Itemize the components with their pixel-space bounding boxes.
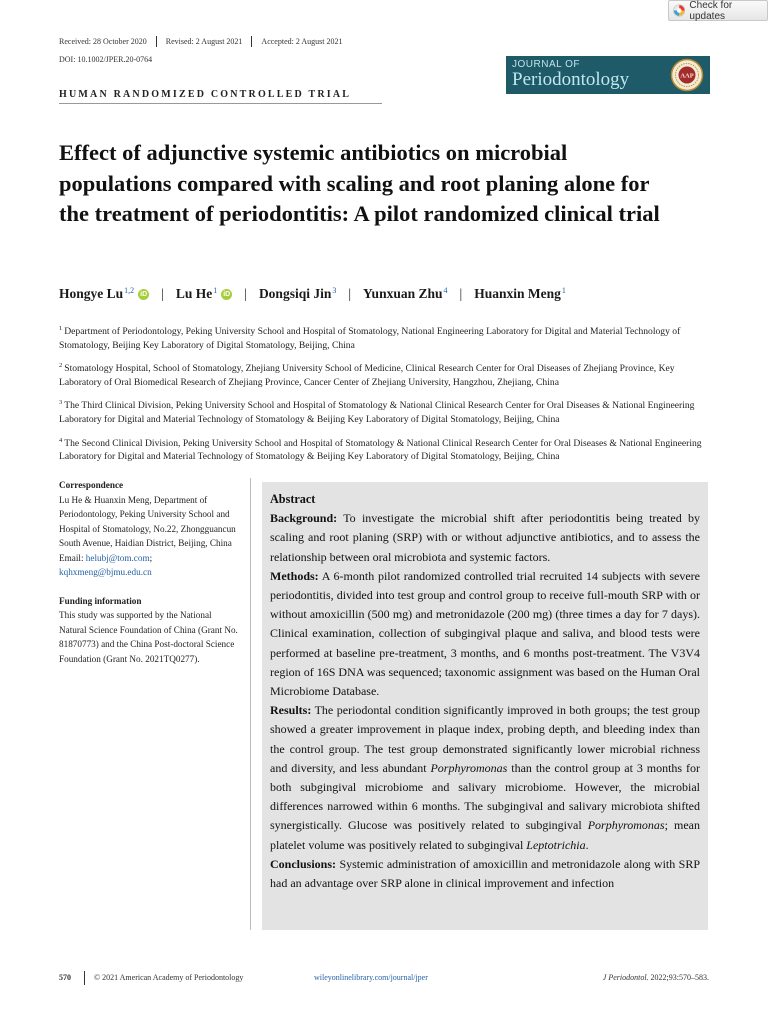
email-link-helubj[interactable]: helubj@tom.com bbox=[85, 552, 150, 563]
journal-of-label: JOURNAL OF bbox=[512, 59, 580, 70]
affiliation bbox=[59, 434, 709, 464]
author-name: Hongye Lu bbox=[59, 286, 124, 301]
citation-volume: 2022;93:570–583. bbox=[648, 973, 709, 982]
abstract-heading: Abstract bbox=[270, 492, 316, 506]
sidebar-info bbox=[59, 478, 239, 666]
affiliations bbox=[59, 322, 709, 471]
affiliation-text: Department of Periodontology, Peking University School and Hospital of Stomatology, National Engineering Laboratory for Digital and Material Technology of Stomatology, Beijing Key Laboratory of Digital Stomatology, Beijing, China bbox=[59, 326, 681, 351]
citation bbox=[603, 973, 709, 982]
page-number: 570 bbox=[59, 973, 71, 982]
author[interactable] bbox=[176, 286, 232, 302]
author-separator: | bbox=[459, 286, 463, 301]
footer-divider bbox=[84, 971, 85, 985]
genus-name: Porphyromonas bbox=[430, 760, 508, 775]
orcid-icon[interactable]: iD bbox=[223, 290, 231, 298]
column-divider bbox=[250, 478, 251, 930]
author-list bbox=[59, 286, 566, 302]
affiliation-number: 1 bbox=[59, 325, 63, 332]
abstract-conclusions bbox=[270, 855, 700, 893]
citation-journal: J Periodontol. bbox=[602, 973, 649, 982]
affiliation-text: The Second Clinical Division, Peking University School and Hospital of Stomatology & National Clinical Research Center for Oral Diseases & National Engineering Laboratory for Digital and Material Technology of Stomatology & Beijing Key Laboratory of Digital Stomatology, Beijing, China bbox=[59, 437, 702, 463]
header-divider bbox=[59, 103, 382, 104]
affiliation-number: 3 bbox=[59, 399, 63, 407]
received-date: Received: 28 October 2020 bbox=[59, 37, 147, 46]
copyright: © 2021 American Academy of Periodontology bbox=[94, 973, 244, 982]
results-text: than the control group at 3 months for both subgingival microbiome and salivary microbiome. However, the microbial differences narrowed within 6 months. The subgingival and salivary microbiota shifted synergistically. Glucose was positively related to subgingival bbox=[270, 760, 700, 833]
affiliation-text: Stomatology Hospital, School of Stomatology, Zhejiang University School of Medicine, Clinical Research Center for Oral Diseases of Zhejiang Province, Key Laboratory of Oral Biomedical Research of Zhejiang Province, Cancer Center of Zhejiang University, Hangzhou, Zhejiang, China bbox=[59, 363, 675, 388]
conclusions-label: Conclusions: bbox=[270, 856, 337, 871]
methods-text: A 6-month pilot randomized controlled trial recruited 14 subjects with severe periodontitis, divided into test group and control group to receive full-mouth SRP with or without amoxicillin (500 mg) and metronidazole (200 mg) (three times a day for 7 days). Clinical examination, collection of subgingival plaque and saliva, and blood tests were performed at baseline pre-treatment, 3 months, and 6 months post-treatment. The V3V4 region of 16S DNA was sequenced; taxonomic assignment was based on the Human Oral Microbiome Database. bbox=[270, 568, 700, 699]
author-affiliation-sup: 3 bbox=[332, 285, 337, 295]
author[interactable] bbox=[363, 286, 447, 302]
author-affiliation-sup: 4 bbox=[443, 285, 448, 295]
journal-name: Periodontology bbox=[512, 69, 630, 90]
accepted-date: Accepted: 2 August 2021 bbox=[251, 36, 351, 47]
article-title: Effect of adjunctive systemic antibiotics on microbial populations compared with scaling and root planing alone for the treatment of periodontitis: A pilot randomized clinical trial bbox=[59, 140, 660, 226]
abstract-background bbox=[270, 509, 700, 567]
results-text: ; mean platelet volume was positively related to subgingival bbox=[270, 818, 700, 852]
revised-date: Revised: 2 August 2021 bbox=[156, 36, 252, 47]
abstract-results bbox=[270, 701, 700, 855]
doi: DOI: 10.1002/JPER.20-0764 bbox=[59, 55, 153, 64]
email-link-kqhxmeng[interactable]: kqhxmeng@bjmu.edu.cn bbox=[59, 567, 152, 577]
funding-heading: Funding information bbox=[59, 595, 142, 606]
aap-seal-icon bbox=[670, 58, 704, 92]
abstract-methods bbox=[270, 567, 700, 701]
author[interactable] bbox=[59, 286, 149, 302]
funding-body: This study was supported by the National Natural Science Foundation of China (Grant No. 81870773) and the China Post-doctoral Science Foundation (Grant No. 2021TQ0277). bbox=[59, 610, 238, 664]
background-label: Background: bbox=[270, 511, 338, 526]
check-for-updates-button[interactable] bbox=[668, 0, 768, 21]
orcid-icon[interactable]: iD bbox=[140, 290, 148, 298]
email-label: Email: bbox=[59, 552, 86, 563]
methods-label: Methods: bbox=[270, 568, 319, 583]
genus-name: Leptotrichia bbox=[526, 837, 586, 852]
results-label: Results: bbox=[270, 703, 312, 718]
check-for-updates-label: Check for updates bbox=[689, 0, 733, 22]
author-name: Yunxuan Zhu bbox=[363, 286, 443, 301]
crossmark-icon bbox=[673, 4, 685, 17]
funding-section bbox=[59, 594, 239, 667]
correspondence-email: Email: helubj@tom.com; bbox=[59, 552, 153, 563]
journal-logo-banner bbox=[506, 56, 710, 94]
affiliation bbox=[59, 396, 709, 426]
author-name: Lu He bbox=[175, 286, 213, 301]
conclusions-text: Systemic administration of amoxicillin and metronidazole along with SRP had an advantage over SRP alone in clinical improvement and infection bbox=[270, 856, 700, 891]
affiliation bbox=[59, 359, 709, 389]
affiliation-text: The Third Clinical Division, Peking University School and Hospital of Stomatology & National Clinical Research Center for Oral Diseases & National Engineering Laboratory for Digital and Material Technology of Stomatology & Beijing Key Laboratory of Digital Stomatology, Beijing, China bbox=[59, 400, 695, 426]
results-text: The periodontal condition significantly improved in both groups; the test group showed a greater improvement in plaque index, probing depth, and bleeding index than the control group. The test group demonstrated significantly lower microbial richness and diversity, and less abundant bbox=[270, 703, 700, 775]
abstract-box bbox=[262, 482, 708, 930]
author-name: Dongsiqi Jin bbox=[258, 286, 332, 301]
author-affiliation-sup: 1 bbox=[561, 285, 566, 295]
author[interactable] bbox=[474, 286, 566, 302]
author[interactable] bbox=[259, 286, 336, 302]
author-separator: | bbox=[348, 286, 352, 301]
author-affiliation-sup: 1,2 bbox=[124, 285, 135, 295]
affiliation-number: 4 bbox=[59, 436, 63, 444]
author-separator: | bbox=[161, 286, 164, 301]
aap-seal-text: AAP bbox=[680, 72, 694, 80]
journal-url-link[interactable]: wileyonlinelibrary.com/journal/jper bbox=[314, 973, 428, 982]
background-text: To investigate the microbial shift after periodontitis being treated by scaling and root planing (SRP) with or without adjunctive antibiotics, and to assess the relationship between oral microbiota and systemic factors. bbox=[270, 511, 700, 564]
genus-name: Porphyromonas bbox=[587, 818, 665, 833]
article-type: HUMAN RANDOMIZED CONTROLLED TRIAL bbox=[59, 89, 352, 100]
affiliation bbox=[59, 322, 709, 352]
author-affiliation-sup: 1 bbox=[213, 285, 218, 295]
article-dates bbox=[59, 36, 352, 47]
correspondence-heading: Correspondence bbox=[59, 480, 124, 490]
author-name: Huanxin Meng bbox=[474, 286, 561, 301]
affiliation-number: 2 bbox=[59, 362, 63, 370]
correspondence-body: Lu He & Huanxin Meng, Department of Periodontology, Peking University School and Hospital of Stomatology, No.22, Zhongguancun South Avenue, Haidian District, Beijing, China bbox=[59, 494, 236, 548]
author-separator: | bbox=[244, 286, 247, 301]
results-text: . bbox=[585, 837, 589, 852]
